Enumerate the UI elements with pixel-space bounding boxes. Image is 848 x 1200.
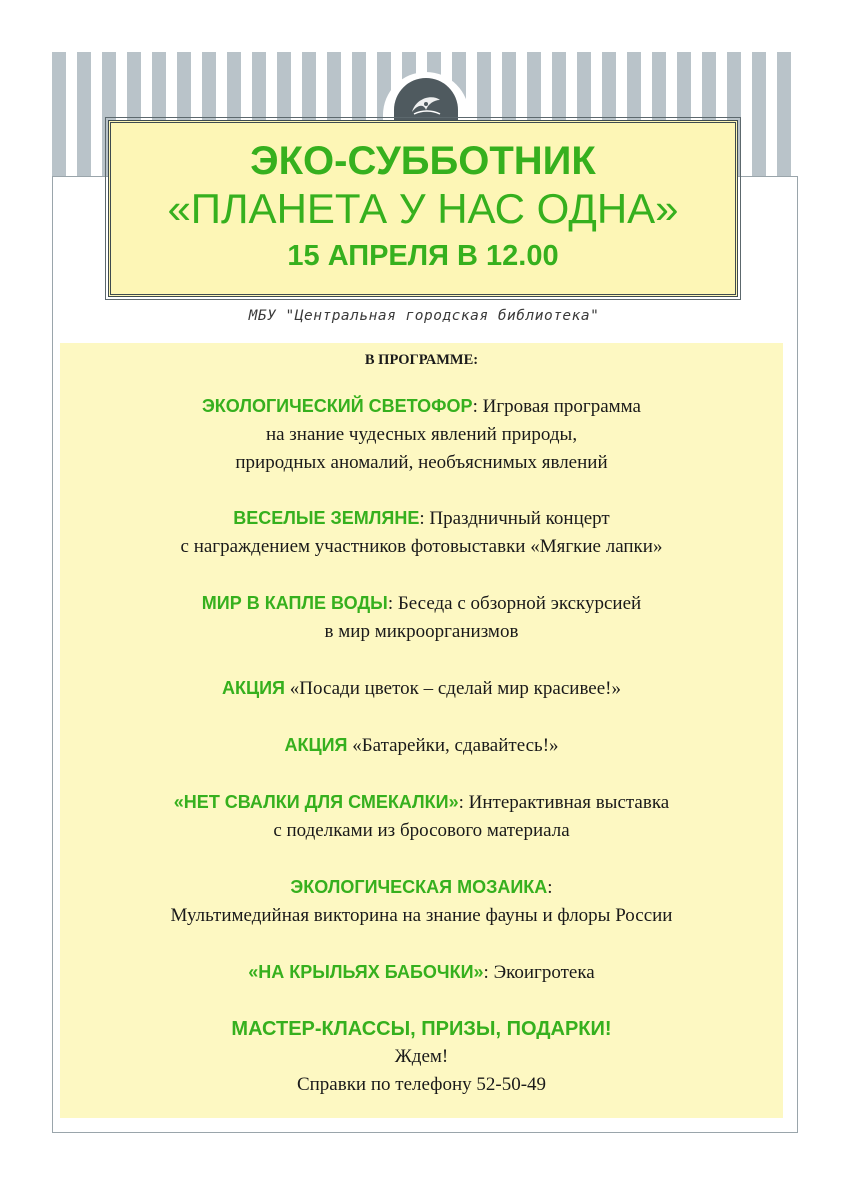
item-text: Мультимедийная викторина на знание фауны и флоры России — [170, 905, 673, 926]
item-text: Игровая программа — [482, 396, 641, 417]
item-text: «Батарейки, сдавайтесь!» — [352, 735, 559, 756]
item-title: «НЕТ СВАЛКИ ДЛЯ СМЕКАЛКИ» — [173, 792, 459, 812]
item-text: с награждением участников фотовыставки «Мягкие лапки» — [180, 536, 663, 557]
item-text: Беседа с обзорной экскурсией — [397, 593, 642, 614]
item-separator: : — [483, 962, 494, 983]
item-title: ЭКОЛОГИЧЕСКАЯ МОЗАИКА — [290, 877, 548, 897]
item-separator: : — [419, 508, 430, 529]
program-item — [60, 589, 783, 646]
program-item — [60, 873, 783, 930]
item-text: на знание чудесных явлений природы, — [265, 424, 578, 445]
item-separator: : — [472, 396, 483, 417]
item-text: природных аномалий, необъяснимых явлений — [235, 452, 608, 473]
item-text: «Посади цветок – сделай мир красивее!» — [289, 678, 621, 699]
program-item — [60, 958, 783, 987]
item-title: АКЦИЯ — [221, 678, 285, 698]
item-title: АКЦИЯ — [284, 735, 348, 755]
item-title: МИР В КАПЛЕ ВОДЫ — [201, 593, 388, 613]
event-subtitle: «ПЛАНЕТА У НАС ОДНА» — [167, 185, 679, 232]
item-separator: : — [458, 792, 469, 813]
item-separator: : — [547, 877, 553, 898]
event-date: 15 АПРЕЛЯ В 12.00 — [287, 240, 559, 272]
item-title: ВЕСЕЛЫЕ ЗЕМЛЯНЕ — [233, 508, 420, 528]
item-text: в мир микроорганизмов — [324, 621, 519, 642]
item-text: Экоигротека — [493, 962, 595, 983]
program-item — [60, 731, 783, 760]
program-heading: В ПРОГРАММЕ: — [364, 352, 479, 368]
item-title: «НА КРЫЛЬЯХ БАБОЧКИ» — [248, 962, 484, 982]
title-box — [108, 120, 738, 297]
closing-phone: Справки по телефону 52-50-49 — [296, 1074, 547, 1095]
program-item — [60, 504, 783, 561]
program-panel — [60, 343, 783, 1118]
program-item — [60, 674, 783, 703]
program-item — [60, 788, 783, 845]
item-title: ЭКОЛОГИЧЕСКИЙ СВЕТОФОР — [202, 396, 473, 416]
item-text: Интерактивная выставка — [468, 792, 670, 813]
item-text: с поделками из бросового материала — [273, 820, 570, 841]
program-closing — [60, 1015, 783, 1099]
program-item — [60, 392, 783, 477]
closing-highlight: МАСТЕР-КЛАССЫ, ПРИЗЫ, ПОДАРКИ! — [231, 1018, 612, 1040]
closing-wait: Ждем! — [394, 1046, 449, 1067]
event-title: ЭКО-СУББОТНИК — [250, 139, 596, 183]
item-separator: : — [387, 593, 398, 614]
organization-name: МБУ "Центральная городская библиотека" — [248, 308, 600, 324]
item-text: Праздничный концерт — [429, 508, 610, 529]
